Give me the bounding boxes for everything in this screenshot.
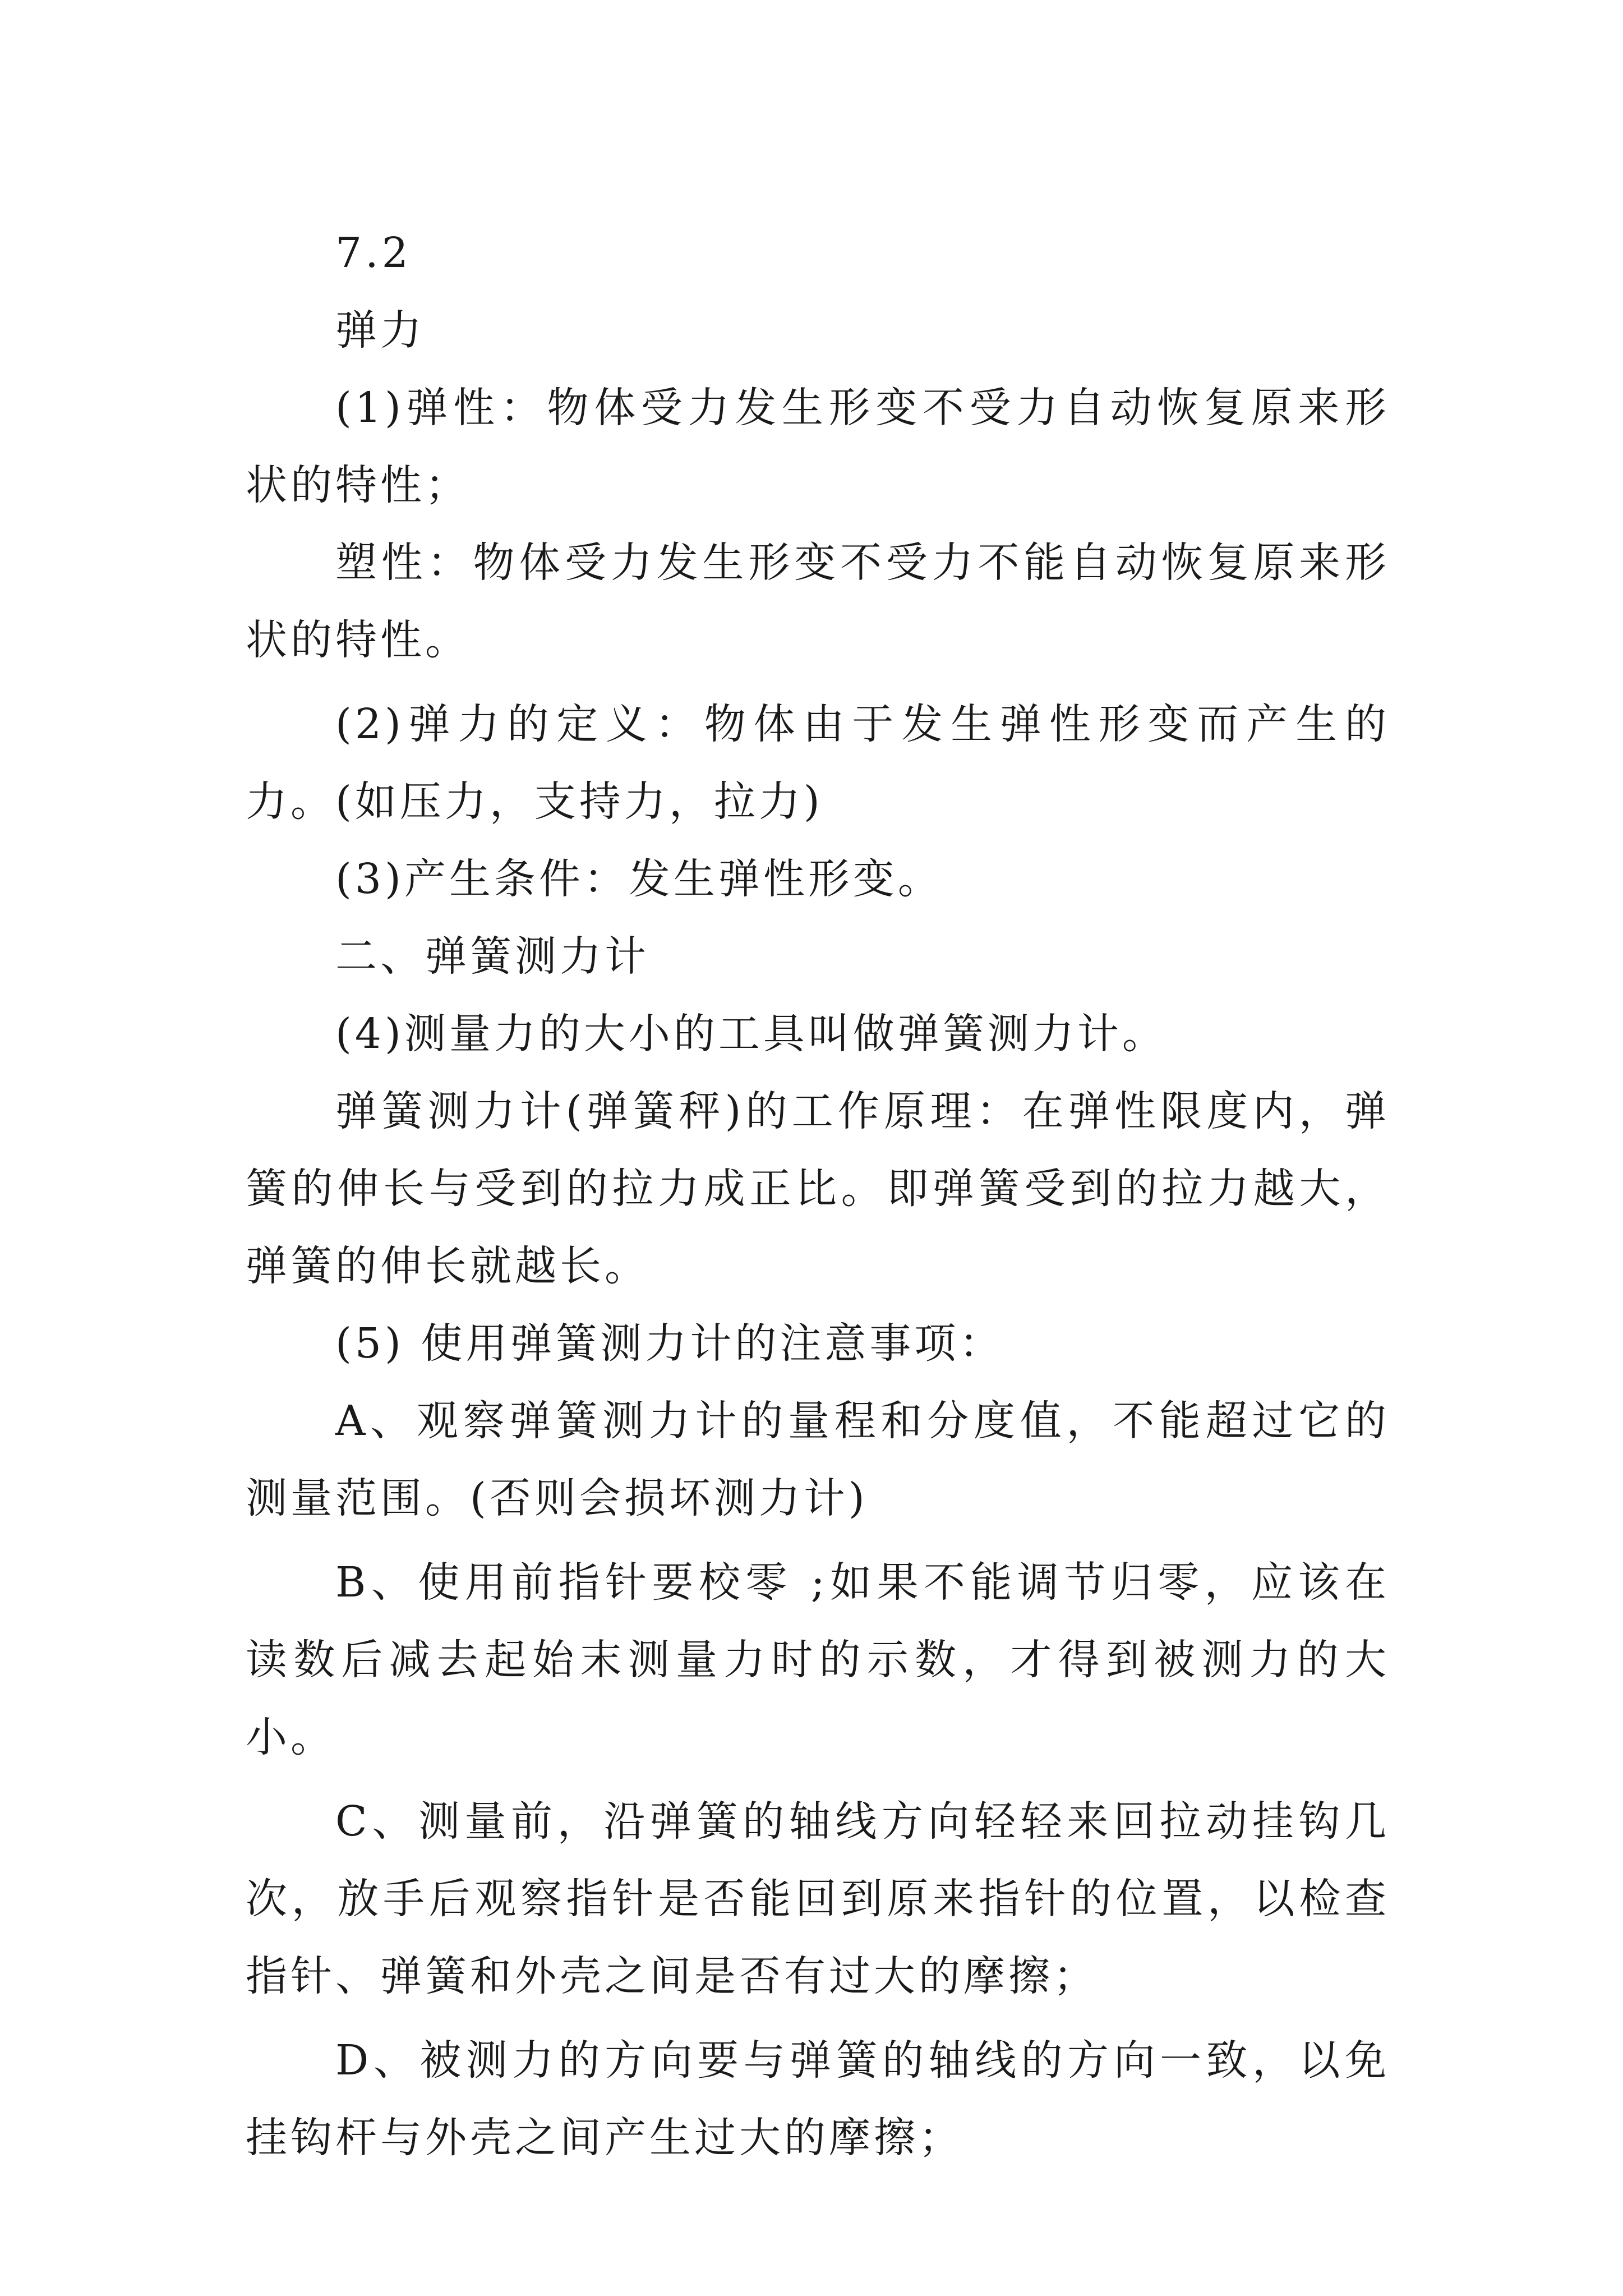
document-body — [246, 214, 1390, 2177]
paragraph-plasticity: 塑性：物体受力发生形变不受力不能自动恢复原来形状的特性。 — [246, 539, 1390, 664]
subsection-heading: 二、弹簧测力计 — [335, 932, 649, 981]
section-title: 弹力 — [335, 306, 425, 355]
paragraph-elasticity: (1)弹性：物体受力发生形变不受力自动恢复原来形状的特性； — [246, 384, 1390, 509]
section-number: 7.2 — [335, 229, 412, 277]
paragraph-conditions: (3)产生条件：发生弹性形变。 — [335, 855, 943, 903]
list-item-d: D、被测力的方向要与弹簧的轴线的方向一致，以免挂钩杆与外壳之间产生过大的摩擦； — [246, 2036, 1390, 2162]
list-item-a: A、观察弹簧测力计的量程和分度值，不能超过它的测量范围。(否则会损坏测力计) — [246, 1397, 1390, 1522]
paragraph-working-principle: 弹簧测力计(弹簧秤)的工作原理：在弹性限度内，弹簧的伸长与受到的拉力成正比。即弹簧受到的拉力越大，弹簧的伸长就越长。 — [246, 1087, 1390, 1290]
paragraph-measuring-tool: (4)测量力的大小的工具叫做弹簧测力计。 — [335, 1010, 1167, 1058]
list-item-c: C、测量前，沿弹簧的轴线方向轻轻来回拉动挂钩几次，放手后观察指针是否能回到原来指针的位置，以检查指针、弹簧和外壳之间是否有过大的摩擦； — [246, 1797, 1390, 2000]
list-item-b: B、使用前指针要校零 ;如果不能调节归零，应该在读数后减去起始末测量力时的示数，才得到被测力的大小。 — [246, 1558, 1390, 1761]
paragraph-precautions-heading: (5) 使用弹簧测力计的注意事项： — [335, 1319, 1004, 1368]
paragraph-elastic-force-definition: (2)弹力的定义：物体由于发生弹性形变而产生的力。(如压力，支持力，拉力) — [246, 700, 1390, 826]
